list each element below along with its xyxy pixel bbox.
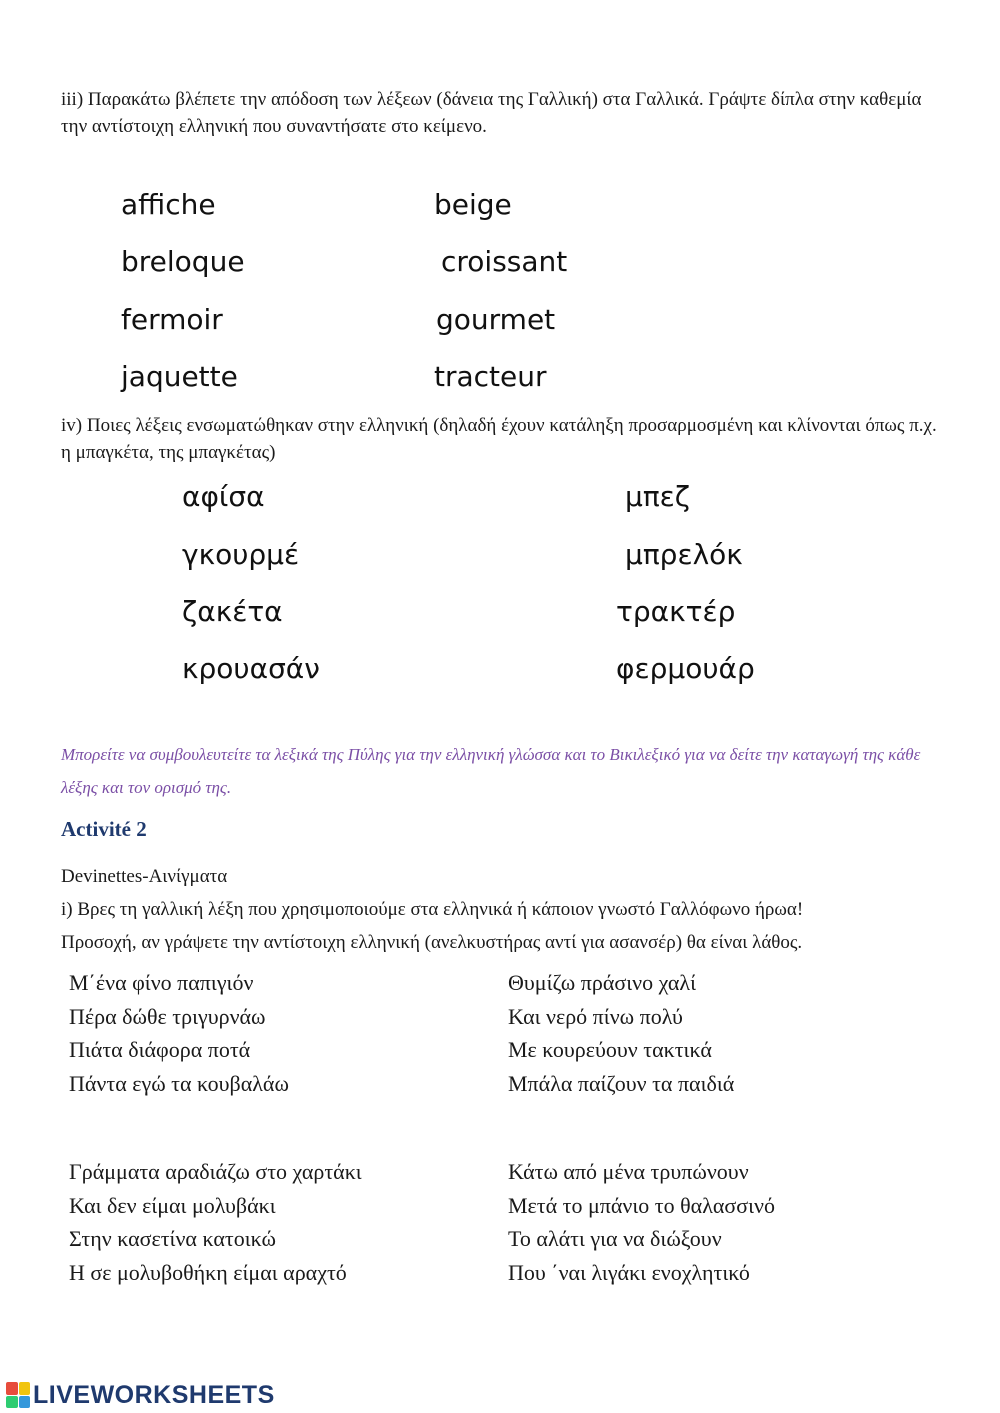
french-word: jaquette	[121, 360, 238, 393]
riddle-warning: Προσοχή, αν γράψετε την αντίστοιχη ελληνική (ανελκυστήρας αντί για ασανσέρ) θα είναι λάθος.	[61, 932, 803, 953]
riddle-line: Μ΄ένα φίνο παπιγιόν	[69, 970, 254, 995]
logo-square	[6, 1382, 18, 1395]
riddle-line: Κάτω από μένα τρυπώνουν	[508, 1159, 749, 1184]
liveworksheets-logo[interactable]	[6, 1380, 275, 1410]
riddle-line: Γράμματα αραδιάζω στο χαρτάκι	[69, 1159, 362, 1184]
riddle-line: Και δεν είμαι μολυβάκι	[69, 1192, 276, 1218]
riddle-line: Πιάτα διάφορα ποτά	[69, 1037, 251, 1062]
greek-word: μπεζ	[625, 480, 691, 513]
riddle-line: Πέρα δώθε τριγυρνάω	[69, 1003, 266, 1029]
french-word: beige	[434, 188, 512, 221]
greek-word: μπρελόκ	[625, 538, 743, 571]
activity-subtitle: Devinettes-Αινίγματα	[61, 866, 228, 887]
instruction-iv: iv) Ποιες λέξεις ενσωματώθηκαν στην ελληνική (δηλαδή έχουν κατάληξη προσαρμοσμένη και κλίνονται όπως π.χ. η μπαγκέτα, της μπαγκέτας)	[61, 415, 937, 463]
riddle-instruction: i) Βρες τη γαλλική λέξη που χρησιμοποιούμε στα ελληνικά ή κάποιον γνωστό Γαλλόφωνο ήρωα!	[61, 899, 804, 920]
french-word: gourmet	[436, 303, 556, 336]
riddle-line: Στην κασετίνα κατοικώ	[69, 1226, 277, 1251]
riddle-line: Μετά το μπάνιο το θαλασσινό	[508, 1192, 775, 1218]
riddle-4	[508, 1155, 775, 1289]
instruction-iii: iii) Παρακάτω βλέπετε την απόδοση των λέξεων (δάνεια της Γαλλική) στα Γαλλικά. Γράψτε δίπλα στην καθεμία την αντίστοιχη ελληνική που συναντήσατε στο κείμενο.	[61, 89, 922, 137]
dictionary-note: Μπορείτε να συμβουλευτείτε τα λεξικά της Πύλης για την ελληνική γλώσσα και το Βικιλεξικό για να δείτε την καταγωγή της κάθε λέξης και τον ορισμό της.	[61, 745, 921, 797]
french-word: croissant	[441, 245, 568, 278]
greek-word: τρακτέρ	[616, 595, 736, 628]
greek-word: αφίσα	[182, 480, 265, 513]
riddle-2	[508, 966, 734, 1100]
riddle-line: Και νερό πίνω πολύ	[508, 1003, 683, 1029]
logo-square	[19, 1396, 31, 1409]
riddle-line: Η σε μολυβοθήκη είμαι αραχτό	[69, 1259, 347, 1285]
riddle-1	[69, 966, 289, 1100]
french-word: affiche	[121, 188, 216, 221]
logo-text: LIVEWORKSHEETS	[33, 1380, 275, 1409]
riddle-line: Μπάλα παίζουν τα παιδιά	[508, 1070, 735, 1096]
greek-word: κρουασάν	[182, 652, 320, 685]
french-word: tracteur	[434, 360, 547, 393]
riddle-line: Πάντα εγώ τα κουβαλάω	[69, 1070, 289, 1096]
greek-word: γκουρμέ	[182, 538, 300, 571]
greek-word: ζακέτα	[182, 595, 283, 628]
logo-square	[19, 1382, 31, 1395]
liveworksheets-logo-icon	[6, 1382, 30, 1408]
riddle-line: Το αλάτι για να διώξουν	[508, 1226, 722, 1251]
riddle-line: Που ΄ναι λιγάκι ενοχλητικό	[508, 1259, 750, 1285]
riddle-3	[69, 1155, 362, 1289]
riddle-line: Με κουρεύουν τακτικά	[508, 1037, 712, 1062]
french-word: breloque	[121, 245, 245, 278]
riddle-line: Θυμίζω πράσινο χαλί	[508, 970, 697, 995]
greek-word: φερμουάρ	[616, 652, 755, 685]
activity-heading: Activité 2	[61, 817, 147, 841]
french-word: fermoir	[121, 303, 223, 336]
logo-square	[6, 1396, 18, 1409]
